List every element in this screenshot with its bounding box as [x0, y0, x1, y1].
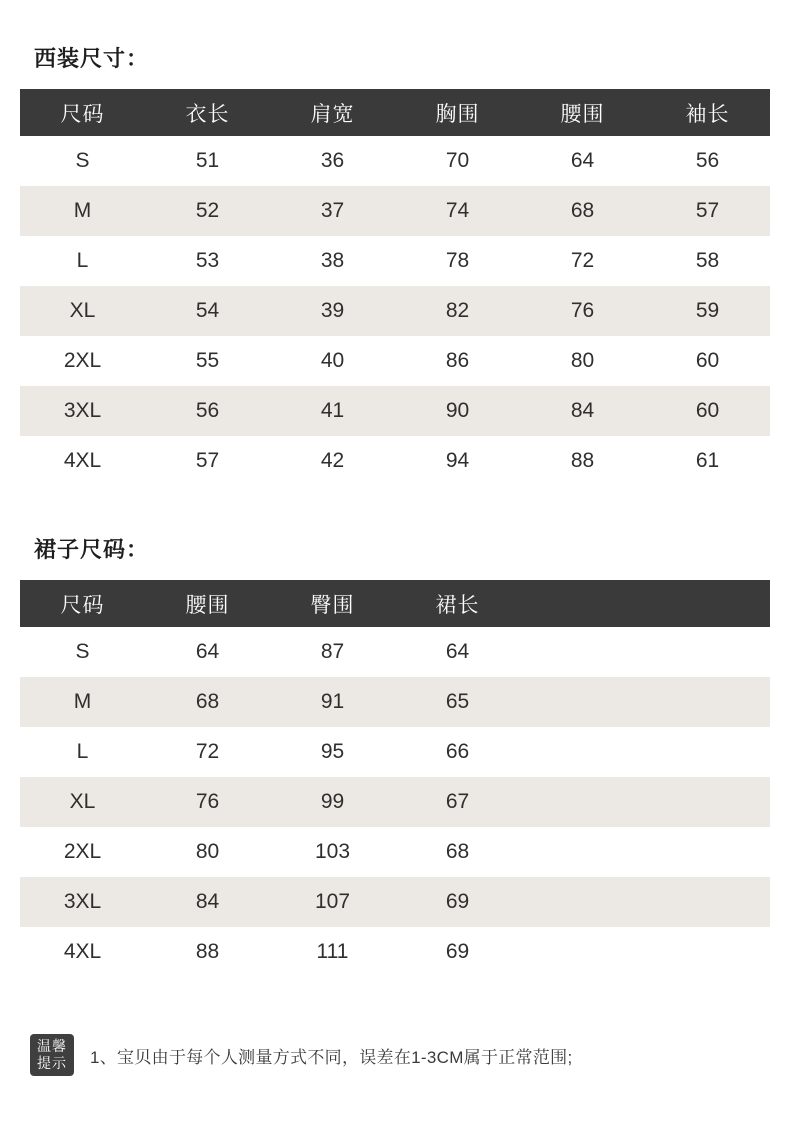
cell-value: 38 [270, 236, 395, 286]
cell-size: XL [20, 286, 145, 336]
cell-empty [520, 677, 645, 727]
cell-value: 56 [145, 386, 270, 436]
cell-size: XL [20, 777, 145, 827]
cell-size: M [20, 186, 145, 236]
cell-empty [645, 727, 770, 777]
cell-size: L [20, 236, 145, 286]
cell-value: 74 [395, 186, 520, 236]
cell-value: 103 [270, 827, 395, 877]
column-header: 肩宽 [270, 89, 395, 136]
cell-empty [645, 877, 770, 927]
column-header: 袖长 [645, 89, 770, 136]
cell-size: 3XL [20, 386, 145, 436]
cell-value: 58 [645, 236, 770, 286]
cell-value: 70 [395, 136, 520, 186]
cell-value: 107 [270, 877, 395, 927]
cell-value: 52 [145, 186, 270, 236]
table-row [20, 927, 770, 977]
table-row [20, 727, 770, 777]
cell-value: 80 [145, 827, 270, 877]
cell-value: 67 [395, 777, 520, 827]
cell-size: S [20, 627, 145, 677]
cell-value: 51 [145, 136, 270, 186]
cell-value: 91 [270, 677, 395, 727]
table-row [20, 136, 770, 186]
cell-size: 4XL [20, 436, 145, 486]
cell-empty [520, 827, 645, 877]
cell-value: 68 [520, 186, 645, 236]
suit-size-table [20, 89, 770, 486]
cell-empty [645, 927, 770, 977]
cell-empty [645, 777, 770, 827]
cell-empty [645, 677, 770, 727]
table-row [20, 827, 770, 877]
cell-value: 82 [395, 286, 520, 336]
cell-size: 2XL [20, 336, 145, 386]
note-text: 1、宝贝由于每个人测量方式不同，误差在1-3CM属于正常范围; [90, 1047, 573, 1067]
cell-value: 40 [270, 336, 395, 386]
cell-value: 68 [145, 677, 270, 727]
cell-value: 53 [145, 236, 270, 286]
column-header: 裙长 [395, 580, 520, 627]
table-row [20, 286, 770, 336]
table-row [20, 677, 770, 727]
cell-empty [520, 777, 645, 827]
table-row [20, 236, 770, 286]
note-badge-line2: 提示 [37, 1055, 67, 1071]
cell-value: 59 [645, 286, 770, 336]
column-header: 腰围 [145, 580, 270, 627]
cell-value: 86 [395, 336, 520, 386]
column-header: 腰围 [520, 89, 645, 136]
table-row [20, 186, 770, 236]
cell-value: 65 [395, 677, 520, 727]
cell-empty [645, 827, 770, 877]
cell-value: 94 [395, 436, 520, 486]
cell-empty [520, 877, 645, 927]
cell-size: 2XL [20, 827, 145, 877]
cell-value: 69 [395, 927, 520, 977]
table-row [20, 386, 770, 436]
table-row [20, 627, 770, 677]
cell-empty [520, 927, 645, 977]
cell-value: 95 [270, 727, 395, 777]
skirt-size-table [20, 580, 770, 977]
note-badge-line1: 温馨 [37, 1038, 67, 1054]
cell-value: 90 [395, 386, 520, 436]
suit-section-title: 西装尺寸： [34, 46, 150, 71]
cell-value: 36 [270, 136, 395, 186]
cell-value: 57 [645, 186, 770, 236]
cell-size: S [20, 136, 145, 186]
table-row [20, 777, 770, 827]
cell-value: 78 [395, 236, 520, 286]
cell-value: 64 [395, 627, 520, 677]
table-row [20, 436, 770, 486]
table-header-row [20, 580, 770, 627]
column-header: 尺码 [20, 89, 145, 136]
cell-empty [520, 627, 645, 677]
skirt-section-title: 裙子尺码： [34, 537, 150, 562]
cell-size: L [20, 727, 145, 777]
table-header-row [20, 89, 770, 136]
cell-value: 76 [520, 286, 645, 336]
cell-value: 84 [520, 386, 645, 436]
cell-size: 3XL [20, 877, 145, 927]
cell-empty [645, 627, 770, 677]
cell-size: M [20, 677, 145, 727]
cell-value: 68 [395, 827, 520, 877]
cell-value: 87 [270, 627, 395, 677]
cell-value: 80 [520, 336, 645, 386]
column-header: 尺码 [20, 580, 145, 627]
cell-empty [520, 727, 645, 777]
cell-value: 111 [270, 927, 395, 977]
cell-value: 72 [520, 236, 645, 286]
cell-value: 60 [645, 386, 770, 436]
cell-value: 56 [645, 136, 770, 186]
cell-size: 4XL [20, 927, 145, 977]
column-header: 胸围 [395, 89, 520, 136]
cell-value: 37 [270, 186, 395, 236]
table-row [20, 336, 770, 386]
cell-value: 69 [395, 877, 520, 927]
cell-value: 39 [270, 286, 395, 336]
cell-value: 99 [270, 777, 395, 827]
column-header: 臀围 [270, 580, 395, 627]
cell-value: 54 [145, 286, 270, 336]
note-row [30, 1034, 573, 1076]
table-row [20, 877, 770, 927]
cell-value: 42 [270, 436, 395, 486]
cell-value: 88 [145, 927, 270, 977]
cell-value: 61 [645, 436, 770, 486]
column-header: 衣长 [145, 89, 270, 136]
cell-value: 55 [145, 336, 270, 386]
cell-value: 88 [520, 436, 645, 486]
cell-value: 60 [645, 336, 770, 386]
column-header-empty [520, 580, 645, 627]
cell-value: 64 [520, 136, 645, 186]
note-badge [30, 1034, 74, 1076]
cell-value: 57 [145, 436, 270, 486]
cell-value: 84 [145, 877, 270, 927]
cell-value: 72 [145, 727, 270, 777]
cell-value: 64 [145, 627, 270, 677]
cell-value: 66 [395, 727, 520, 777]
cell-value: 76 [145, 777, 270, 827]
column-header-empty [645, 580, 770, 627]
cell-value: 41 [270, 386, 395, 436]
